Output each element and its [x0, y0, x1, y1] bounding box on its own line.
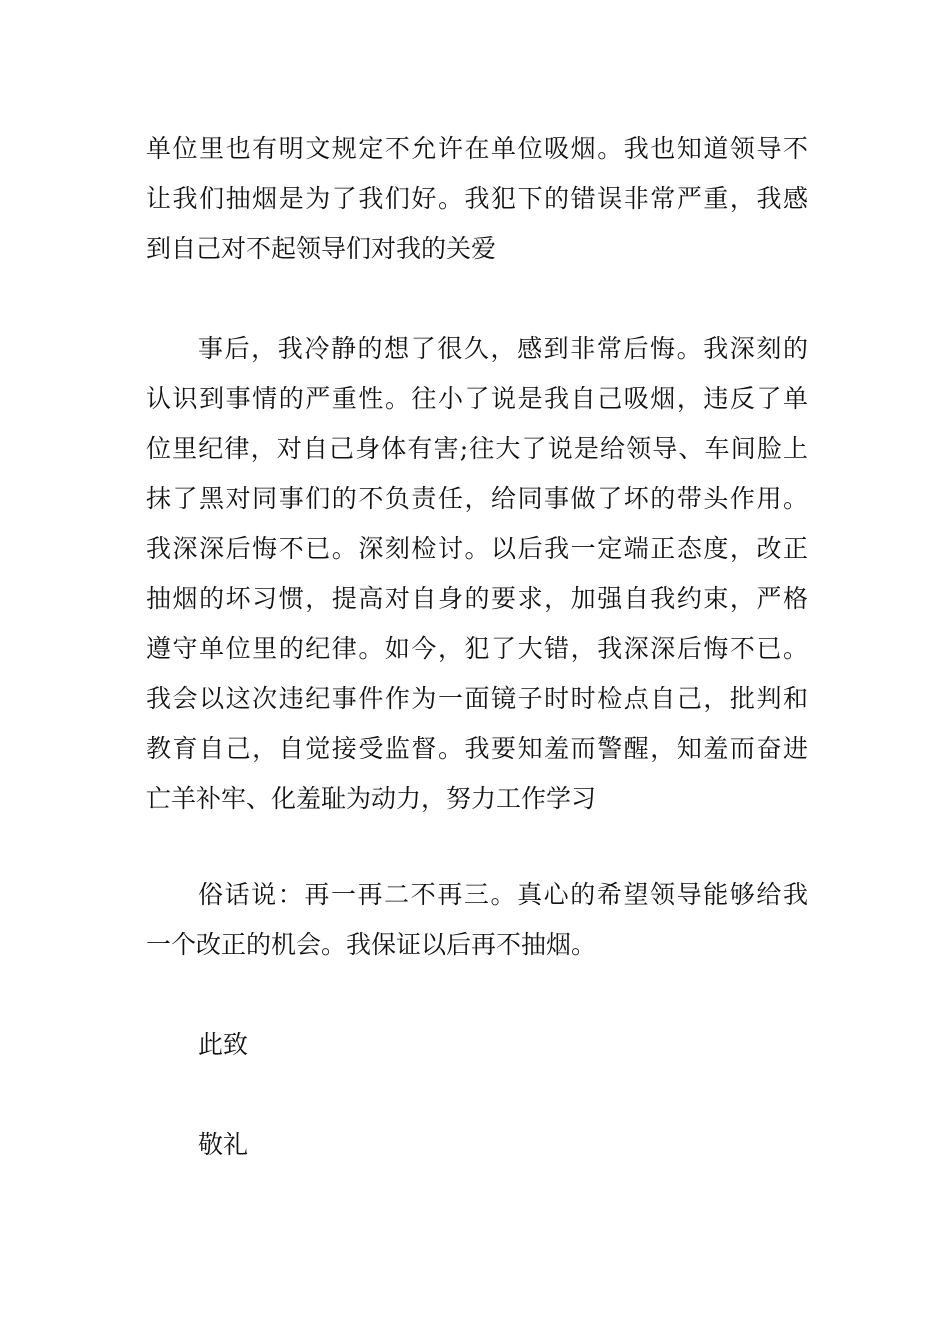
text-line: 抽烟的坏习惯，提高对自身的要求，加强自我约束，严格	[146, 584, 808, 613]
text-line: 单位里也有明文规定不允许在单位吸烟。我也知道领导不	[146, 134, 808, 163]
closing-regards	[146, 1120, 808, 1170]
paragraph-reflection	[146, 324, 808, 824]
paragraph-rules	[146, 124, 808, 274]
text-line: 一个改正的机会。我保证以后再不抽烟。	[146, 930, 597, 959]
text-line: 教育自己，自觉接受监督。我要知羞而警醒，知羞而奋进	[146, 734, 808, 763]
text-line: 到自己对不起领导们对我的关爱	[146, 234, 497, 263]
text-line: 认识到事情的严重性。往小了说是我自己吸烟，违反了单	[146, 384, 808, 413]
text-line: 遵守单位里的纪律。如今，犯了大错，我深深后悔不已。	[146, 634, 808, 663]
paragraph-promise	[146, 870, 808, 970]
text-line: 亡羊补牢、化羞耻为动力，努力工作学习	[146, 784, 597, 813]
text-line: 抹了黑对同事们的不负责任，给同事做了坏的带头作用。	[146, 484, 808, 513]
closing-salutation	[146, 1020, 808, 1070]
text-line: 我会以这次违纪事件作为一面镜子时时检点自己，批判和	[146, 684, 808, 713]
text-line: 俗话说：再一再二不再三。真心的希望领导能够给我	[198, 880, 808, 909]
text-line: 敬礼	[198, 1130, 249, 1159]
text-line: 让我们抽烟是为了我们好。我犯下的错误非常严重，我感	[146, 184, 808, 213]
text-line: 事后，我冷静的想了很久，感到非常后悔。我深刻的	[198, 334, 808, 363]
text-line: 此致	[198, 1030, 249, 1059]
text-line: 我深深后悔不已。深刻检讨。以后我一定端正态度，改正	[146, 534, 808, 563]
text-line: 位里纪律，对自己身体有害;往大了说是给领导、车间脸上	[146, 434, 808, 463]
